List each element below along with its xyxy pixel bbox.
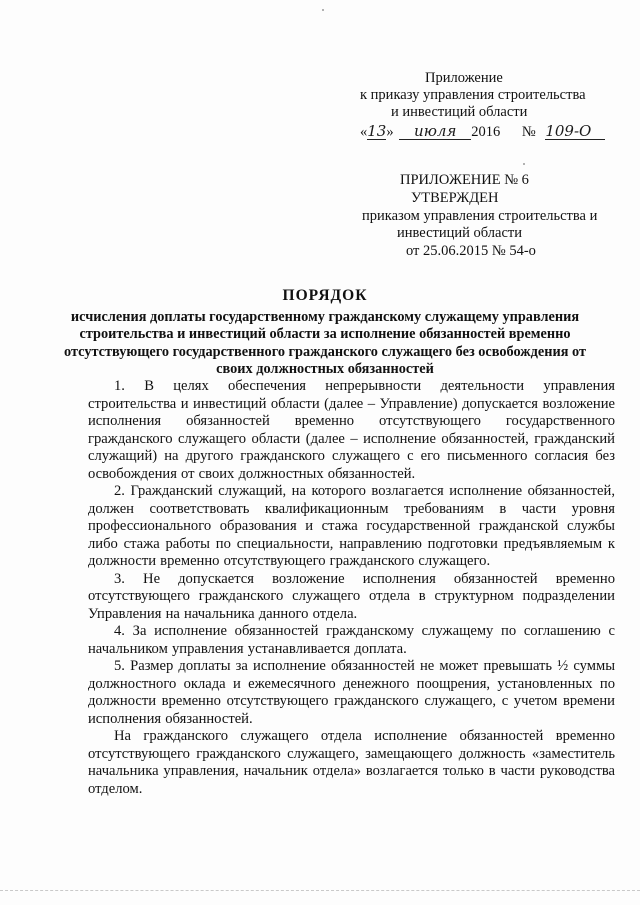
paragraph-3: 3. Не допускается возложение исполнения обязанностей временно отсутствующего гражданского служащего отдела в структурном подразделении Управления на начальника данного отдела. (88, 570, 615, 622)
document-subtitle: исчисления доплаты государственному гражданскому служащему управления строительства и инвестиций области за исполнение обязанностей временно отсутствующего государственного гражданского служащего без освобождения от своих должностных обязанностей (64, 309, 586, 377)
approved-label: УТВЕРЖДЕН (411, 190, 499, 206)
appendix-number: ПРИЛОЖЕНИЕ № 6 (400, 172, 529, 188)
paragraph-5: 5. Размер доплаты за исполнение обязанностей не может превышать ½ суммы должностного оклада и ежемесячного денежного поощрения, установленных по должности временно отсутствующего гражданского служащего, с учетом времени исполнения обязанностей. (88, 658, 615, 727)
date-close-quote: » (386, 124, 394, 140)
approved-date-number: от 25.06.2015 № 54-о (406, 243, 536, 259)
document-body (88, 378, 615, 798)
approved-department: инвестиций области (397, 225, 522, 241)
paragraph-1: 1. В целях обеспечения непрерывности деятельности управления строительства и инвестиций области (далее – Управление) допускается возложение исполнения обязанностей временно отсутствующего государственного гражданского служащего области (далее – исполнение обязанностей, гражданский служащий) на другого гражданского служащего с его письменного согласия без освобождения от своих должностных обязанностей. (88, 378, 615, 482)
document-title: ПОРЯДОК (282, 287, 368, 304)
order-number-handwritten: 109-О (545, 123, 605, 140)
paragraph-6: На гражданского служащего отдела исполнение обязанностей временно отсутствующего гражданского служащего, замещающего должность «заместитель начальника управления, начальник отдела» возлагается только в части руководства отделом. (88, 728, 615, 797)
attachment-label: Приложение (425, 70, 503, 86)
approved-by-order: приказом управления строительства и (362, 208, 598, 224)
date-day-handwritten: 13 (367, 122, 387, 140)
number-sign: № (521, 124, 536, 140)
attachment-order-ref: к приказу управления строительства (360, 87, 586, 103)
date-year: 2016 (471, 124, 501, 140)
scan-bottom-edge (0, 890, 640, 892)
scan-speck (523, 163, 525, 165)
document-title-block (60, 287, 590, 378)
date-open-quote: « (360, 124, 368, 140)
paragraph-4: 4. За исполнение обязанностей гражданскому служащему по соглашению с начальником управления устанавливается доплата. (88, 623, 615, 657)
date-month-handwritten: июля (399, 123, 471, 140)
order-date-number (360, 123, 605, 141)
scan-speck (322, 9, 324, 11)
paragraph-2: 2. Гражданский служащий, на которого возлагается исполнение обязанностей, должен соответствовать квалификационным требованиям в части уровня профессионального образования и стажа государственной гражданской службы либо стажа работы по специальности, направлению подготовки предъявляемым к должности временно отсутствующего гражданского служащего. (88, 483, 615, 569)
attachment-department: и инвестиций области (391, 104, 528, 120)
